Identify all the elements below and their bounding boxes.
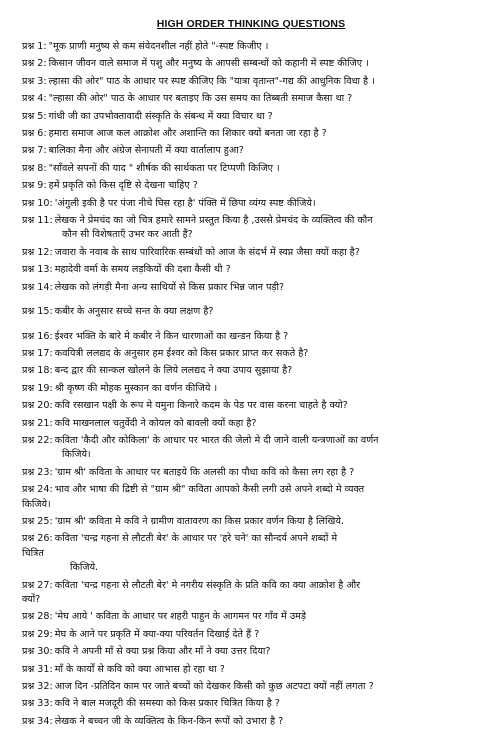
question-number: प्रश्न 32:: [22, 681, 53, 693]
question-text-continued: किजिये।: [22, 498, 51, 510]
question-text: ईश्वर भक्ति के बारे मे कबीर ने किन धारणाओं का खन्डन किया है ?: [54, 330, 289, 342]
question-number: प्रश्न 17:: [22, 347, 53, 359]
question-item: [22, 532, 480, 575]
question-item: [22, 75, 480, 89]
question-number: प्रश्न 6:: [22, 128, 47, 140]
question-item: [22, 246, 480, 260]
question-number: प्रश्न 21:: [22, 417, 53, 429]
spacer: [22, 323, 480, 330]
question-number: प्रश्न 31:: [22, 663, 53, 675]
question-text: 'मेघ आये ' कविता के आधार पर शहरी पाहुन के आगमन पर गाँव में उमड़े: [54, 611, 306, 623]
question-text: "मूक प्राणी मनुष्य से कम संवेदनशील नहीं होते "-स्पष्ट किजीए ।: [48, 41, 269, 52]
question-text: कवि माखनलाल चतुर्वेदी ने कोयल को बावली क्यों कहा है?: [54, 417, 257, 429]
question-text-continued: किजिये.: [70, 562, 99, 574]
question-number: प्रश्न 4:: [22, 93, 47, 105]
question-number: प्रश्न 11:: [22, 215, 53, 227]
question-number: प्रश्न 18:: [22, 365, 53, 377]
question-text: "ल्हासा की ओर" पाठ के आधार पर बताइए कि उस समय का तिब्बती समाज कैसा था ?: [48, 93, 353, 105]
question-text: लेखक को लंगड़ी मैना अन्य साथियों से किस प्रकार भिन्न जान पड़ी?: [54, 281, 285, 293]
question-item: [22, 330, 480, 344]
question-number: प्रश्न 20:: [22, 400, 53, 412]
question-number: प्रश्न 16:: [22, 330, 53, 342]
question-item: [22, 197, 480, 211]
question-text: कविता 'कैदी और कोकिला' के आधार पर भारत की जेलो मे दी जाने वाली यन्त्रणाओं का वर्णन: [54, 434, 379, 446]
question-text: बालिका मैना और अंग्रेज सेनापती में क्या वार्तालाप हुआ?: [48, 145, 244, 157]
question-text: बन्द द्वार की सान्कल खोलने के लिये ललद्यद ने क्या उपाय सुझाया है?: [54, 365, 293, 377]
question-number: प्रश्न 2:: [22, 58, 47, 70]
question-item: [22, 417, 480, 431]
question-number: प्रश्न 14:: [22, 281, 53, 293]
question-number: प्रश्न 30:: [22, 646, 53, 658]
question-item: [22, 263, 480, 277]
question-text: महादेवी वर्मा के समय लड़कियों की दशा कैसी थी ?: [54, 264, 231, 276]
question-item: [22, 144, 480, 158]
question-text: 'ग्राम श्री' कविता मे कवि ने ग्रामीण वातावरण का किस प्रकार वर्णन किया है लिखिये.: [54, 515, 344, 527]
question-item: [22, 697, 480, 711]
question-item: [22, 347, 480, 361]
question-number: प्रश्न 7:: [22, 145, 47, 157]
question-number: प्रश्न 3:: [22, 75, 47, 87]
question-text-continued: कौन सी विशेषताएँ उभर कर आती हैं?: [62, 229, 193, 241]
question-item: [22, 40, 480, 54]
question-item: [22, 92, 480, 106]
question-text: कवयित्री ललद्यद के अनुसार हम ईश्वर को किस प्रकार प्राप्त कर सकते है?: [54, 347, 309, 359]
question-text: हमारा समाज आज कल आक्रोश और अशान्ति का शिकार क्यों बनता जा रहा है ?: [48, 128, 327, 140]
question-text: किसान जीवन वाले समाज में पशु और मनुष्य के आपसी सम्बन्धों को कहानी में स्पष्ट कीजिए ।: [48, 58, 369, 70]
question-number: प्रश्न 15:: [22, 306, 53, 318]
question-text: गांधी जी का उपभोक्तावादी संस्कृति के संबन्ध में क्या विचार था ?: [48, 110, 273, 122]
question-text-continued: चित्रित: [22, 547, 44, 559]
question-number: प्रश्न 8:: [22, 162, 47, 174]
question-item: [22, 515, 480, 529]
question-number: प्रश्न 12:: [22, 246, 53, 258]
question-number: प्रश्न 10:: [22, 197, 53, 209]
question-number: प्रश्न 9:: [22, 180, 47, 192]
question-number: प्रश्न 26:: [22, 533, 53, 545]
question-item: [22, 281, 480, 295]
question-text: लेखक ने प्रेमचंद का जो चित्र हमारे सामने प्रस्तुत किया है ,उससे प्रेमचंद के व्यक्तित्व की कौन: [54, 215, 373, 227]
question-item: [22, 715, 480, 729]
page-title: HIGH ORDER THINKING QUESTIONS: [156, 18, 346, 30]
question-item: [22, 162, 480, 176]
question-item: [22, 434, 480, 463]
question-item: [22, 663, 480, 677]
question-text: कवि ने बाल मजदूरी की समस्या को किस प्रकार चित्रित किया है ?: [54, 698, 280, 710]
question-text: कबीर के अनुसार सच्चे सन्त के क्या लक्षण है?: [54, 306, 214, 318]
question-item: [22, 214, 480, 243]
question-text: माँ के कार्यों से कवि को क्या आभास हो रहा था ?: [54, 663, 225, 675]
question-text: कविता 'चन्द्र गहना से लौटती बेर' के आधार पर 'हरे चने' का सौन्दर्य अपने शब्दों मे: [54, 533, 338, 545]
question-number: प्रश्न 23:: [22, 466, 53, 478]
question-item: [22, 110, 480, 124]
question-number: प्रश्न 29:: [22, 628, 53, 640]
question-number: प्रश्न 1:: [22, 41, 47, 52]
question-item: [22, 645, 480, 659]
question-number: प्रश्न 28:: [22, 611, 53, 623]
question-text: "साँवले सपनों की याद " शीर्षक की सार्थकता पर टिप्पणी किजिए ।: [48, 162, 280, 174]
question-item: [22, 305, 480, 319]
question-text-continued: क्यों?: [22, 594, 41, 605]
question-item: [22, 466, 480, 480]
question-item: [22, 610, 480, 624]
question-item: [22, 57, 480, 71]
question-text: कवि ने अपनी माँ से क्या प्रश्न किया और माँ ने क्या उत्तर दिया?: [54, 646, 271, 658]
question-text: श्री कृष्ण की मोहक मुस्कान का वर्णन कीजिये ।: [54, 382, 218, 394]
question-item: [22, 628, 480, 642]
question-item: [22, 399, 480, 413]
question-text: जवारा के नवाब के साथ पारिवारिक सम्बंधों को आज के संदर्भ में स्वप्न जैसा क्यों कहा है?: [54, 246, 360, 258]
question-text-continued: किजिये।: [62, 449, 91, 461]
question-text: मेघ के आने पर प्रकृति में क्या-क्या परिवर्तन दिखाई देते हैं ?: [54, 628, 260, 640]
question-item: [22, 179, 480, 193]
question-text: कवि रसखान पक्षी के रूप मे यमुना किनारे कदम के पेड पर वास करना चाहते है क्यो?: [54, 400, 348, 412]
question-number: प्रश्न 5:: [22, 110, 47, 122]
question-text: 'अंगुली इकी है पर पंजा नीचे घिस रहा है' पंक्ति में छिपा व्यंग्य स्पष्ट कीजिये।: [54, 197, 316, 209]
question-item: [22, 579, 480, 608]
question-item: [22, 364, 480, 378]
question-number: प्रश्न 19:: [22, 382, 53, 394]
question-item: [22, 127, 480, 141]
question-number: प्रश्न 25:: [22, 515, 53, 527]
question-text: 'ग्राम श्री' कविता के आधार पर बताइये कि अलसी का पौधा कवि को कैसा लग रहा है ?: [54, 466, 355, 478]
question-item: [22, 680, 480, 694]
question-number: प्रश्न 22:: [22, 434, 53, 446]
question-text: लेखक ने बच्चन जी के व्यक्तित्व के किन-किन रूपों को उभारा है ?: [54, 715, 284, 727]
question-text: कविता 'चन्द्र गहना से लौटती बेर' मे नगरीय संस्कृति के प्रति कवि का क्या आक्रोश है और: [54, 579, 361, 591]
question-number: प्रश्न 33:: [22, 698, 53, 710]
question-text: भाव और भाषा की द्रिष्टी से "ग्राम श्री" कविता आपको कैसी लगी उसे अपने शब्दो मे व्यक्त: [54, 484, 365, 496]
question-item: [22, 483, 480, 512]
question-number: प्रश्न 34:: [22, 715, 53, 727]
question-text: हमें प्रकृति को किस दृष्टि से देखना चाहिए ?: [48, 180, 198, 192]
question-item: [22, 382, 480, 396]
question-text: ल्हासा की ओर" पाठ के आधार पर स्पष्ट कीजिए कि "यात्रा वृतान्त"-गद्य की आधुनिक विधा है ।: [48, 75, 375, 87]
question-list: [22, 40, 480, 729]
spacer: [22, 298, 480, 305]
question-number: प्रश्न 13:: [22, 264, 53, 276]
question-number: प्रश्न 27:: [22, 579, 53, 591]
question-text: आज दिन -प्रतिदिन काम पर जाते बच्चों को देखकर किसी को कुछ अटपटा क्यों नहीं लगता ?: [54, 681, 374, 693]
question-number: प्रश्न 24:: [22, 484, 53, 496]
